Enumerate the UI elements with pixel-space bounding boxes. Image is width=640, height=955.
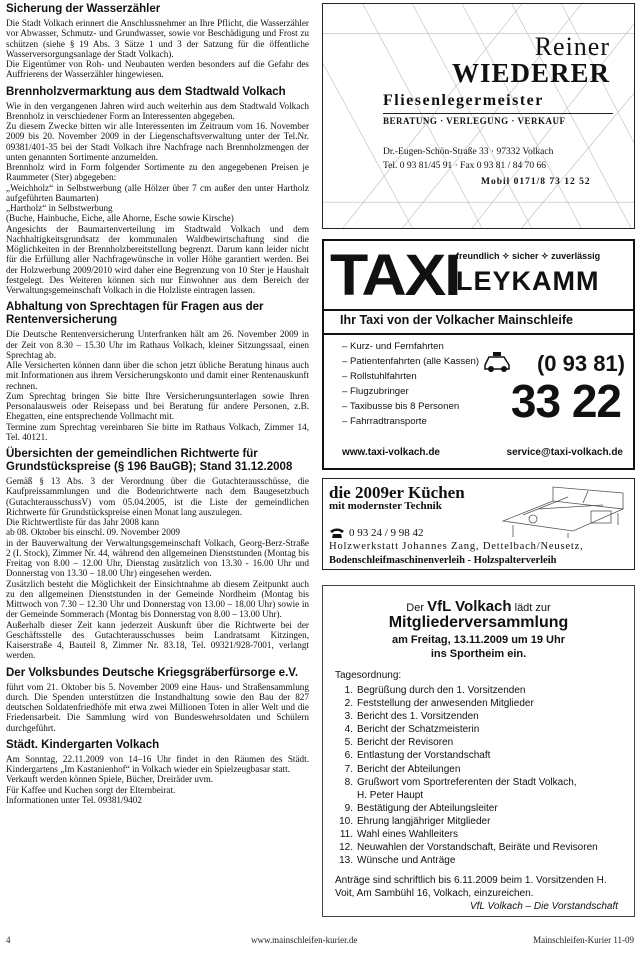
page-footer — [6, 935, 634, 949]
list-item: – Fahrradtransporte — [342, 416, 427, 427]
article-kriegsgraeber — [6, 667, 309, 733]
vfl-event-location: ins Sportheim ein. — [430, 648, 527, 660]
vfl-signature: VfL Volkach – Die Vorstandschaft — [469, 901, 618, 912]
vfl-prefix: Der — [406, 602, 425, 614]
kuechen-subheadline: mit modernster Technik — [329, 500, 442, 512]
article-heading: Übersichten der gemeindlichen Richtwerte für Grundstückspreise (§ 196 BauGB); Stand 31.12.2008 — [6, 448, 293, 473]
list-item: – Taxibusse bis 8 Personen — [342, 401, 460, 412]
ad-wiederer — [322, 3, 635, 229]
article-rentenversicherung — [6, 301, 309, 442]
article-heading: Städt. Kindergarten Volkach — [6, 738, 160, 751]
vfl-event-title: Mitgliederversammlung — [388, 614, 569, 631]
list-item: 1. Begrüßung durch den 1. Vorsitzenden — [344, 685, 526, 696]
taxi-wordmark: TAXI — [330, 243, 460, 308]
article-heading: Abhaltung von Sprechtagen für Fragen aus der Rentenversicherung — [6, 301, 264, 327]
divider — [383, 113, 613, 114]
list-item: 2. Feststellung der anwesenden Mitglieder — [344, 698, 534, 710]
list-item: – Rollstuhlfahrten — [342, 371, 417, 382]
list-item: 11. Wahl eines Wahlleiters — [339, 829, 458, 841]
list-item: – Patientenfahrten (alle Kassen) — [342, 356, 480, 367]
article-body: Die Stadt Volkach erinnert die Anschlussnehmer an Ihre Pflicht, die Wasserzähler vor Abwasser, Schmutz- und Grundwasser, sowie vor Beschädigung und Frost zu schützen (siehe § 19 Abs. 3 Sätze 1 und 3 der Satzung für die öffentliche Wasserversorgungsanlage der Stadt Volkach). Die Eigentümer von Roh- und Neubauten werden besonders auf die Gefahr des Auffrierens der Wasserzähler hingewiesen. — [6, 18, 309, 80]
footer-issue: Mainschleifen-Kurier 11-09 — [533, 935, 634, 945]
article-body: führt vom 21. Oktober bis 5. November 2009 eine Haus- und Straßensammlung durch. Die Spenden unterstützen die Instandhaltung sowie den Bau der 827 deutschen Soldatenfriedhöfe mit etwa zwei Millionen Toten in aller Welt und die Friedensarbeit. Die Sammlung wird von Bundeswehrsoldaten und Schülern durchgeführt. — [6, 681, 309, 733]
ad-name-last: WIEDERER — [451, 58, 610, 88]
ad-vfl-volkach — [322, 585, 635, 917]
list-item: H. Peter Haupt — [357, 789, 424, 801]
ad-name-first: Reiner — [534, 32, 610, 61]
footer-url[interactable]: www.mainschleifen-kurier.de — [251, 935, 358, 945]
phone-icon — [329, 527, 345, 539]
article-body: Am Sonntag, 22.11.2009 von 14–16 Uhr findet in den Räumen des Städt. Kindergartens „Im Kastanienhof“ in Volkach wieder ein Spielzeugbasar statt. Verkauft werden können Spiele, Bücher, Dreiräder uvm. Für Kaffee und Kuchen sorgt der Elternbeirat. Informationen unter Tel. 09381/9402 — [6, 753, 309, 805]
vfl-suffix: lädt zur — [514, 602, 551, 614]
taxi-tagline: Ihr Taxi von der Volkacher Mainschleife — [340, 313, 573, 327]
article-richtwerte — [6, 448, 309, 661]
taxi-website[interactable]: www.taxi-volkach.de — [342, 447, 440, 458]
article-body: Die Deutsche Rentenversicherung Unterfranken hält am 26. November 2009 in der Zeit von 8.30 – 15.30 Uhr im Rathaus Volkach, kleiner Sitzungssaal, einen Sprechtag ab. Alle Versicherten können dann über die schon jetzt übliche Beratung hinaus auch mit Informationen aus ihrem Versicherungskonto und damit einer Rentenauskunft rechnen. Zum Sprechtag bringen Sie bitte Ihre Versicherungsunterlagen sowie Ihren Personalausweis oder Reisepass und bei Beratung für andere Personen, z.B. Ehegatten, eine entsprechende Vollmacht mit. Termine zum Sprechtag vereinbaren Sie bitte im Rathaus Volkach, Zimmer 14, Tel. 40121. — [6, 329, 309, 442]
list-item: – Kurz- und Fernfahrten — [342, 341, 444, 352]
list-item: 8. Grußwort vom Sportreferenten der Stadt Volkach, — [344, 776, 577, 788]
ad-address: Dr.-Eugen-Schön-Straße 33 · 97332 Volkach — [383, 147, 554, 157]
article-body: Gemäß § 13 Abs. 3 der Verordnung über die Gutachterausschüsse, die Kaufpreissammlungen und die Bodenrichtwerte nach dem Baugesetzbuch (GutachterausschussV) vom 05.04.2005, ist die Liste der gemeindlichen Richtwerte für Grundstückspreise einen Monat lang auszulegen. Die Richtwertliste für das Jahr 2008 kann ab 08. Oktober bis einschl. 09. November 2009 in der Bauverwaltung der Verwaltungsgemeinschaft Volkach, Georg-Berz-Straße 2 (I. Stock), Zimmer Nr. 44, während den allgemeinen Dienststunden (Montag bis Freitag von 8.00 – 12.00 Uhr, Dienstag zusätzlich von 13.30 - 16.00 Uhr und Donnerstag von 13.30 – 18.00 Uhr) eingesehen werden. Zusätzlich besteht die Möglichkeit der Einsichtnahme ab diesem Zeitpunkt auch zu den allgemeinen Dienststunden in der Gemeinde Nordheim (Montag bis Mittwoch von 7.30 – 12.30 Uhr und Donnerstag von 13.00 – 18.00 Uhr) sowie in der Gemeinde Sommerach (Montag bis Donnerstag von 8.00 – 13.00 Uhr). Außerhalb dieser Zeit kann jederzeit Auskunft über die Richtwerte bei der Geschäftsstelle des Gutachterausschusses beim Landratsamt Kitzingen, Kaiserstraße 4, Bauteil 8, Zimmer Nr. 83.18, Tel. 09321/928-7001, verlangt werden. — [6, 476, 309, 661]
kuechen-headline: die 2009er Küchen — [329, 483, 465, 502]
kuechen-rental: Bodenschleifmaschinenverleih - Holzspalterverleih — [329, 555, 557, 566]
ad-phone: Tel. 0 93 81/45 91 · Fax 0 93 81 / 84 70 66 — [383, 161, 546, 171]
list-item: 4. Bericht der Schatzmeisterin — [344, 724, 480, 736]
vfl-event-date: am Freitag, 13.11.2009 um 19 Uhr — [391, 634, 566, 646]
list-item: 12. Neuwahlen der Vorstandschaft, Beiräte und Revisoren — [339, 842, 598, 854]
ad-taxi — [322, 239, 635, 470]
list-item: 3. Bericht des 1. Vorsitzenden — [344, 711, 479, 723]
article-brennholz — [6, 86, 309, 296]
kuechen-address: Holzwerkstatt Johannes Zang, Dettelbach/Neusetz, — [329, 541, 584, 552]
vfl-agenda — [335, 684, 598, 867]
ad-mobile: Mobil 0171/8 73 12 52 — [481, 177, 591, 187]
taxi-phone-number: 33 22 — [510, 375, 621, 427]
article-heading: Sicherung der Wasserzähler — [6, 3, 161, 15]
list-item: – Flugzubringer — [342, 386, 409, 397]
ad-services: BERATUNG · VERLEGUNG · VERKAUF — [383, 116, 566, 126]
taxi-car-icon — [482, 351, 512, 373]
article-column — [6, 3, 309, 933]
article-heading: Der Volksbundes Deutsche Kriegsgräberfürsorge e.V. — [6, 666, 299, 679]
vfl-club-name: VfL Volkach — [427, 598, 512, 615]
ad-trade: Fliesenlegermeister — [383, 92, 544, 109]
vfl-agenda-title: Tagesordnung: — [335, 670, 402, 681]
ad-kuechen — [322, 478, 635, 570]
article-body: Wie in den vergangenen Jahren wird auch weiterhin aus dem Stadtwald Volkach Brennholz in verschiedener Form an Interessenten abgegeben. Zu diesem Zwecke bitten wir alle Interessenten im Zeitraum vom 16. November 2009 bis 20. November 2009 in der Liegenschaftsverwaltung unter der Tel.Nr. 09381/401-35 bei der Stadt Volkach ihre Nachfrage nach Brennholzmengen der unten genannten Sortimente anzumelden. Brennholz wird in Form folgender Sortimente zu den angegebenen Preisen je Raummeter (Ster) abgegeben: „Weichholz“ in Selbstwerbung (alle Hölzer über 7 cm außer den unter Hartholz aufgeführten Baumarten) „Hartholz“ in Selbstwerbung (Buche, Hainbuche, Eiche, alle Ahorne, Esche sowie Kirsche) Angesichts der Baumartenverteilung im Stadtwald Volkach und dem Nachhaltigkeitsgrundsatz der kommunalen Waldbewirtschaftung sind die Möglichkeiten in der Brennholzbereitstellung begrenzt. Darum kann leider nicht für die Erfüllung aller Nachfragewünsche in voller Höhe garantiert werden. Bei der Holzwerbung 2009/2010 wird daher eine Begrenzung von 10 Ster je Haushalt festgelegt. Des Weiteren können sich nur Einwohner aus dem Bereich der Verwaltungsgemeinschaft Volkach in die Holzliste eintragen lassen. — [6, 100, 309, 295]
list-item: 13. Wünsche und Anträge — [339, 855, 456, 867]
kitchen-drawing-icon — [493, 481, 631, 539]
list-item: 10. Ehrung langjähriger Mitglieder — [339, 815, 491, 827]
list-item: 9. Bestätigung der Abteilungsleiter — [344, 802, 498, 814]
list-item: 7. Bericht der Abteilungen — [344, 763, 461, 775]
list-item: 6. Entlastung der Vorstandschaft — [344, 750, 491, 762]
article-heading: Brennholzvermarktung aus dem Stadtwald Volkach — [6, 85, 286, 98]
article-kindergarten — [6, 739, 309, 805]
kuechen-phone: 0 93 24 / 9 98 42 — [349, 527, 424, 539]
page-number: 4 — [6, 935, 11, 945]
article-wasserzaehler — [6, 3, 309, 80]
taxi-slogan: freundlich ✧ sicher ✧ zuverlässig — [456, 251, 601, 261]
taxi-brand: LEYKAMM — [456, 266, 600, 296]
vfl-note: Anträge sind schriftlich bis 6.11.2009 beim 1. Vorsitzenden H. Voit, Am Sambühl 16, Volkach, einzureichen. — [335, 875, 607, 899]
taxi-email[interactable]: service@taxi-volkach.de — [506, 447, 623, 458]
taxi-services — [342, 339, 479, 429]
taxi-phone-prefix: (0 93 81) — [536, 351, 625, 376]
vfl-invite-line — [323, 598, 634, 615]
list-item: 5. Bericht der Revisoren — [344, 737, 454, 749]
